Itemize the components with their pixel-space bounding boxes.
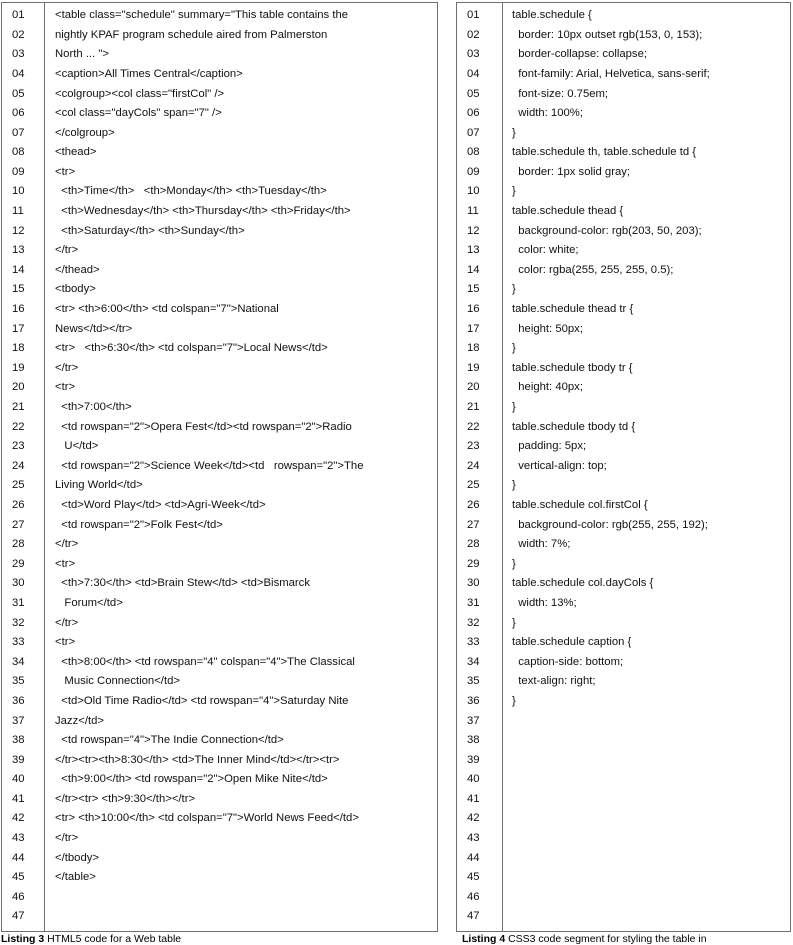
code-line [457,574,790,594]
code-line [457,84,790,104]
code-text: vertical-align: top; [512,459,607,472]
line-number: 05 [467,87,480,100]
line-number: 34 [12,655,25,668]
line-number: 02 [467,28,480,41]
code-text: table.schedule thead { [512,205,624,218]
code-line [457,613,790,633]
code-text: <col class="dayCols" span="7" /> [55,107,222,120]
code-line [2,770,437,790]
line-number: 14 [12,263,25,276]
line-number: 43 [12,832,25,845]
line-number: 09 [12,165,25,178]
code-text: font-family: Arial, Helvetica, sans-serif; [512,67,710,80]
line-number: 33 [467,636,480,649]
code-line [457,457,790,477]
line-number: 45 [467,871,480,884]
line-number: 06 [467,107,480,120]
code-line [457,731,790,751]
code-text: <tr> [55,381,76,394]
code-text: <th>Wednesday</th> <th>Thursday</th> <th>Friday</th> [55,205,351,218]
code-text: <td>Word Play</td> <td>Agri-Week</td> [55,498,266,511]
code-text: font-size: 0.75em; [512,87,609,100]
line-number: 17 [467,322,480,335]
line-number: 46 [12,890,25,903]
code-text: } [512,185,516,198]
code-line [457,770,790,790]
code-text: <td rowspan="2">Folk Fest</td> [55,518,223,531]
line-number: 06 [12,107,25,120]
code-text: </thead> [55,263,100,276]
code-text: <th>8:00</th> <td rowspan="4" colspan="4">The Classical [55,655,355,668]
code-line [2,261,437,281]
listing-3-caption [1,933,181,945]
code-text: </tr> [55,244,79,257]
line-number: 44 [467,851,480,864]
code-line [457,535,790,555]
line-number: 29 [467,557,480,570]
caption-text: HTML5 code for a Web table [44,933,182,945]
code-line [2,163,437,183]
line-number: 08 [12,146,25,159]
code-text: Music Connection</td> [55,675,180,688]
line-number: 35 [12,675,25,688]
code-line [457,809,790,829]
line-number: 11 [12,205,24,218]
code-line [457,790,790,810]
code-line [457,222,790,242]
code-line [2,692,437,712]
code-line [457,751,790,771]
line-number: 23 [12,440,25,453]
css-code-listing [456,2,791,932]
code-text: </tr> [55,832,79,845]
line-number: 03 [467,48,480,61]
code-line [457,339,790,359]
code-text: } [512,557,516,570]
line-number: 37 [12,714,25,727]
line-number: 15 [12,283,25,296]
line-number: 01 [12,9,25,22]
code-line [457,280,790,300]
line-number: 04 [467,67,480,80]
code-text: </tr> [55,616,79,629]
code-text: <th>9:00</th> <td rowspan="2">Open Mike Nite</td> [55,773,328,786]
code-line [2,731,437,751]
line-number: 26 [467,498,480,511]
code-line [2,339,437,359]
code-text: } [512,694,516,707]
code-line [457,261,790,281]
line-number: 43 [467,832,480,845]
line-number: 29 [12,557,25,570]
code-text: height: 40px; [512,381,583,394]
code-line [457,417,790,437]
line-number: 27 [467,518,480,531]
code-line [457,692,790,712]
line-number: 05 [12,87,25,100]
code-line [2,143,437,163]
line-number: 26 [12,498,25,511]
line-number: 11 [467,205,479,218]
code-text: } [512,283,516,296]
code-line [457,104,790,124]
code-line [457,849,790,869]
code-text: <th>Time</th> <th>Monday</th> <th>Tuesday</th> [55,185,327,198]
line-number: 13 [12,244,25,257]
code-text: <tbody> [55,283,96,296]
code-text: } [512,401,516,414]
code-line [2,84,437,104]
code-text: table.schedule col.firstCol { [512,498,648,511]
line-number: 24 [467,459,480,472]
code-text: width: 7%; [512,538,571,551]
code-text: </tr><tr><th>8:30</th> <td>The Inner Mind</td></tr><tr> [55,753,340,766]
caption-text: CSS3 code segment for styling the table in [505,933,707,945]
code-text: News</td></tr> [55,322,133,335]
line-number: 16 [12,303,25,316]
code-text: <td rowspan="4">The Indie Connection</td> [55,734,284,747]
line-number: 19 [12,361,25,374]
line-number: 18 [12,342,25,355]
code-line [457,143,790,163]
code-text: nightly KPAF program schedule aired from Palmerston [55,28,328,41]
code-text: } [512,342,516,355]
code-line [2,65,437,85]
code-line [457,241,790,261]
line-number: 34 [467,655,480,668]
code-text: <tr> [55,636,76,649]
code-line [2,829,437,849]
code-line [457,476,790,496]
code-text: table.schedule tbody td { [512,420,636,433]
css-code-lines [457,6,790,927]
line-number: 10 [12,185,25,198]
code-line [2,300,437,320]
code-line [2,437,437,457]
code-text: <th>7:30</th> <td>Brain Stew</td> <td>Bismarck [55,577,310,590]
line-number: 13 [467,244,480,257]
code-line [2,555,437,575]
code-text: </tr> [55,361,79,374]
code-text: Jazz</td> [55,714,104,727]
code-line [2,398,437,418]
line-number: 02 [12,28,25,41]
code-line [2,26,437,46]
line-number: 35 [467,675,480,688]
code-line [2,476,437,496]
code-line [457,653,790,673]
code-line [457,45,790,65]
code-text: } [512,479,516,492]
code-line [2,320,437,340]
line-number: 03 [12,48,25,61]
line-number: 45 [12,871,25,884]
code-text: background-color: rgb(203, 50, 203); [512,224,702,237]
code-line [457,26,790,46]
code-line [457,868,790,888]
code-line [2,633,437,653]
code-line [457,672,790,692]
code-text: width: 100%; [512,107,583,120]
code-line [457,398,790,418]
code-text: </tbody> [55,851,99,864]
code-text: width: 13%; [512,596,577,609]
code-line [457,359,790,379]
line-number: 21 [12,401,25,414]
code-text: background-color: rgb(255, 255, 192); [512,518,708,531]
code-text: <tr> <th>6:30</th> <td colspan="7">Local News</td> [55,342,328,355]
code-line [457,633,790,653]
line-number: 32 [12,616,25,629]
line-number: 19 [467,361,480,374]
code-line [2,849,437,869]
code-line [457,163,790,183]
code-line [457,496,790,516]
code-text: <caption>All Times Central</caption> [55,67,243,80]
code-text: color: white; [512,244,579,257]
line-number: 17 [12,322,25,335]
line-number: 38 [12,734,25,747]
code-text: } [512,126,516,139]
code-line [457,555,790,575]
line-number: 28 [12,538,25,551]
caption-label: Listing 4 [462,933,506,945]
code-text: table.schedule col.dayCols { [512,577,654,590]
code-line [2,751,437,771]
code-line [2,417,437,437]
code-line [2,104,437,124]
code-line [457,124,790,144]
line-number: 04 [12,67,25,80]
line-number: 22 [12,420,25,433]
code-line [2,653,437,673]
code-text: border-collapse: collapse; [512,48,648,61]
code-line [2,496,437,516]
line-number: 36 [12,694,25,707]
code-text: U</td> [55,440,99,453]
code-line [2,535,437,555]
listing-4-caption [462,933,707,945]
line-number: 38 [467,734,480,747]
code-line [457,711,790,731]
line-number: 21 [467,401,480,414]
code-text: height: 50px; [512,322,583,335]
code-line [2,182,437,202]
code-line [457,888,790,908]
code-line [2,594,437,614]
code-text: </table> [55,871,96,884]
line-number: 07 [12,126,25,139]
code-line [2,711,437,731]
code-text: color: rgba(255, 255, 255, 0.5); [512,263,674,276]
code-text: border: 10px outset rgb(153, 0, 153); [512,28,703,41]
line-number: 12 [467,224,480,237]
code-line [2,124,437,144]
line-number: 36 [467,694,480,707]
line-number: 01 [467,9,480,22]
code-line [457,907,790,927]
code-text: padding: 5px; [512,440,587,453]
code-line [2,241,437,261]
code-line [2,359,437,379]
line-number: 39 [12,753,25,766]
line-number: 32 [467,616,480,629]
line-number: 40 [467,773,480,786]
code-line [2,515,437,535]
line-number: 25 [12,479,25,492]
line-number: 46 [467,890,480,903]
code-line [457,202,790,222]
code-text: <thead> [55,146,97,159]
line-number: 08 [467,146,480,159]
line-number: 42 [12,812,25,825]
code-line [2,6,437,26]
code-line [2,790,437,810]
line-number: 27 [12,518,25,531]
line-number: 30 [467,577,480,590]
line-number: 28 [467,538,480,551]
code-line [2,457,437,477]
code-line [2,613,437,633]
line-number: 47 [467,910,480,923]
line-number: 41 [12,792,25,805]
line-number: 25 [467,479,480,492]
line-number: 44 [12,851,25,864]
line-number: 39 [467,753,480,766]
code-text: <table class="schedule" summary="This table contains the [55,9,349,22]
code-line [2,574,437,594]
line-number: 20 [12,381,25,394]
code-line [457,65,790,85]
line-number: 33 [12,636,25,649]
code-line [457,378,790,398]
code-line [2,672,437,692]
code-text: Forum</td> [55,596,123,609]
line-number: 30 [12,577,25,590]
code-line [2,907,437,927]
code-line [2,280,437,300]
line-number: 18 [467,342,480,355]
code-line [2,888,437,908]
code-line [2,45,437,65]
line-number: 22 [467,420,480,433]
code-line [2,222,437,242]
code-line [457,300,790,320]
code-text: <td rowspan="2">Science Week</td><td rowspan="2">The [55,459,364,472]
code-text: text-align: right; [512,675,596,688]
code-text: Living World</td> [55,479,143,492]
code-text: <td rowspan="2">Opera Fest</td><td rowspan="2">Radio [55,420,352,433]
line-number: 10 [467,185,480,198]
code-text: <tr> <th>6:00</th> <td colspan="7">National [55,303,279,316]
line-number: 40 [12,773,25,786]
code-text: <tr> [55,165,76,178]
line-number: 12 [12,224,25,237]
code-line [2,202,437,222]
code-text: <tr> <th>10:00</th> <td colspan="7">World News Feed</td> [55,812,359,825]
code-text: </colgroup> [55,126,115,139]
code-text: <td>Old Time Radio</td> <td rowspan="4">Saturday Nite [55,694,349,707]
code-text: } [512,616,516,629]
code-text: table.schedule thead tr { [512,303,634,316]
line-number: 31 [12,596,25,609]
caption-label: Listing 3 [1,933,45,945]
code-line [457,437,790,457]
line-number: 41 [467,792,480,805]
line-number: 09 [467,165,480,178]
code-text: <tr> [55,557,76,570]
code-line [2,809,437,829]
code-text: table.schedule { [512,9,592,22]
html-code-listing [1,2,438,932]
line-number: 15 [467,283,480,296]
code-text: <colgroup><col class="firstCol" /> [55,87,225,100]
code-line [457,594,790,614]
code-text: <th>7:00</th> [55,401,132,414]
line-number: 31 [467,596,480,609]
code-line [457,182,790,202]
code-line [457,6,790,26]
line-number: 47 [12,910,25,923]
html-code-lines [2,6,437,927]
line-number: 24 [12,459,25,472]
code-text: caption-side: bottom; [512,655,624,668]
line-number: 16 [467,303,480,316]
line-number: 14 [467,263,480,276]
code-text: </tr><tr> <th>9:30</th></tr> [55,792,196,805]
code-text: table.schedule th, table.schedule td { [512,146,697,159]
code-line [2,868,437,888]
line-number: 37 [467,714,480,727]
line-number: 07 [467,126,480,139]
code-text: <th>Saturday</th> <th>Sunday</th> [55,224,245,237]
line-number: 42 [467,812,480,825]
code-text: North ... "> [55,48,109,61]
code-line [457,515,790,535]
code-line [457,320,790,340]
code-text: table.schedule tbody tr { [512,361,633,374]
line-number: 23 [467,440,480,453]
code-line [457,829,790,849]
code-text: border: 1px solid gray; [512,165,631,178]
line-number: 20 [467,381,480,394]
code-text: table.schedule caption { [512,636,632,649]
code-line [2,378,437,398]
code-text: </tr> [55,538,79,551]
